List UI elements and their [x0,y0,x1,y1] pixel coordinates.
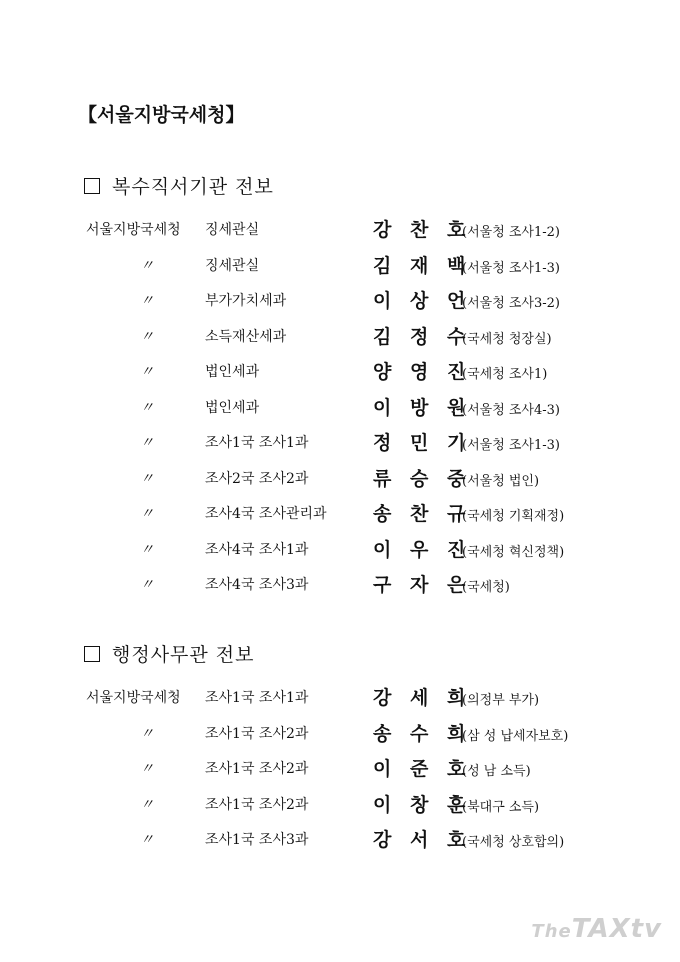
previous-post-cell: (국세청 혁신정책) [462,544,565,560]
watermark-brand: TAXtv [571,914,662,944]
previous-post-cell: (국세청 조사1) [462,367,548,382]
page-title: 【서울지방국세청】 [78,104,245,126]
table-row [0,361,680,385]
dept-cell: 조사4국 조사1과 [205,541,309,558]
dept-cell: 법인세과 [205,364,260,380]
table-row [0,290,680,314]
table-row [0,723,680,747]
previous-post-cell: (의정부 부가) [462,693,540,708]
office-cell: 〃 [140,506,154,522]
table-row [0,794,680,818]
office-cell: 〃 [140,541,154,558]
dept-cell: 소득재산세과 [205,328,287,345]
office-cell: 서울지방국세청 [86,222,181,238]
office-cell: 〃 [140,470,154,487]
previous-post-cell: (서울청 조사1-2) [462,225,561,240]
office-cell: 〃 [140,577,154,593]
office-cell: 〃 [140,832,154,848]
table-row [0,574,680,598]
office-cell: 〃 [140,293,154,309]
previous-post-cell: (서울청 조사4-3) [462,402,561,418]
previous-post-cell: (서울청 조사1-3) [462,438,561,453]
office-cell: 〃 [140,725,154,742]
table-row [0,326,680,350]
dept-cell: 조사4국 조사3과 [205,577,309,593]
name-cell: 송 수 희 [373,722,472,745]
dept-cell: 조사1국 조사2과 [205,761,309,777]
name-cell: 이 상 언 [373,290,472,312]
name-cell: 이 준 호 [373,758,472,780]
office-cell: 〃 [140,435,154,451]
office-cell: 서울지방국세청 [86,690,181,706]
office-cell: 〃 [140,257,154,274]
previous-post-cell: (북대구 소득) [462,799,540,815]
name-cell: 정 민 기 [373,432,472,454]
dept-cell: 조사1국 조사3과 [205,832,309,848]
checkbox-icon [84,178,100,194]
previous-post-cell: (국세청 청장실) [462,331,552,347]
name-cell: 김 정 수 [373,325,472,348]
dept-cell: 조사1국 조사1과 [205,435,309,451]
dept-cell: 부가가치세과 [205,293,287,309]
previous-post-cell: (서울청 조사3-2) [462,296,561,311]
name-cell: 강 세 희 [373,687,472,709]
dept-cell: 징세관실 [205,222,260,238]
table-row [0,219,680,243]
dept-cell: 조사1국 조사2과 [205,796,309,813]
office-cell: 〃 [140,364,154,380]
watermark-prefix: The [531,921,572,942]
section-title: 행정사무관 전보 [112,644,255,666]
office-cell: 〃 [140,399,154,416]
name-cell: 이 우 진 [373,538,472,561]
table-row [0,503,680,527]
previous-post-cell: (삼 성 납세자보호) [462,728,569,744]
office-cell: 〃 [140,328,154,345]
previous-post-cell: (국세청 기획재정) [462,509,565,524]
dept-cell: 법인세과 [205,399,260,416]
name-cell: 양 영 진 [373,361,472,383]
table-row [0,758,680,782]
name-cell: 강 서 호 [373,829,472,851]
dept-cell: 조사1국 조사2과 [205,725,309,742]
watermark-logo [531,914,662,944]
name-cell: 강 찬 호 [373,219,472,241]
table-row [0,468,680,492]
section-header [84,172,274,199]
dept-cell: 징세관실 [205,257,260,274]
name-cell: 이 방 원 [373,396,472,419]
section-title: 복수직서기관 전보 [112,176,274,198]
checkbox-icon [84,646,100,662]
name-cell: 이 창 훈 [373,793,472,816]
office-cell: 〃 [140,796,154,813]
office-cell: 〃 [140,761,154,777]
previous-post-cell: (국세청 상호합의) [462,835,565,850]
section-header [84,640,255,667]
name-cell: 송 찬 규 [373,503,472,525]
previous-post-cell: (서울청 법인) [462,473,540,489]
table-row [0,255,680,279]
previous-post-cell: (서울청 조사1-3) [462,260,561,276]
previous-post-cell: (성 남 소득) [462,764,531,779]
table-row [0,397,680,421]
table-row [0,432,680,456]
name-cell: 김 재 백 [373,254,472,277]
name-cell: 구 자 은 [373,574,472,596]
table-row [0,539,680,563]
dept-cell: 조사4국 조사관리과 [205,506,327,522]
table-row [0,829,680,853]
name-cell: 류 승 중 [373,467,472,490]
table-row [0,687,680,711]
dept-cell: 조사2국 조사2과 [205,470,309,487]
previous-post-cell: (국세청) [462,580,510,595]
dept-cell: 조사1국 조사1과 [205,690,309,706]
